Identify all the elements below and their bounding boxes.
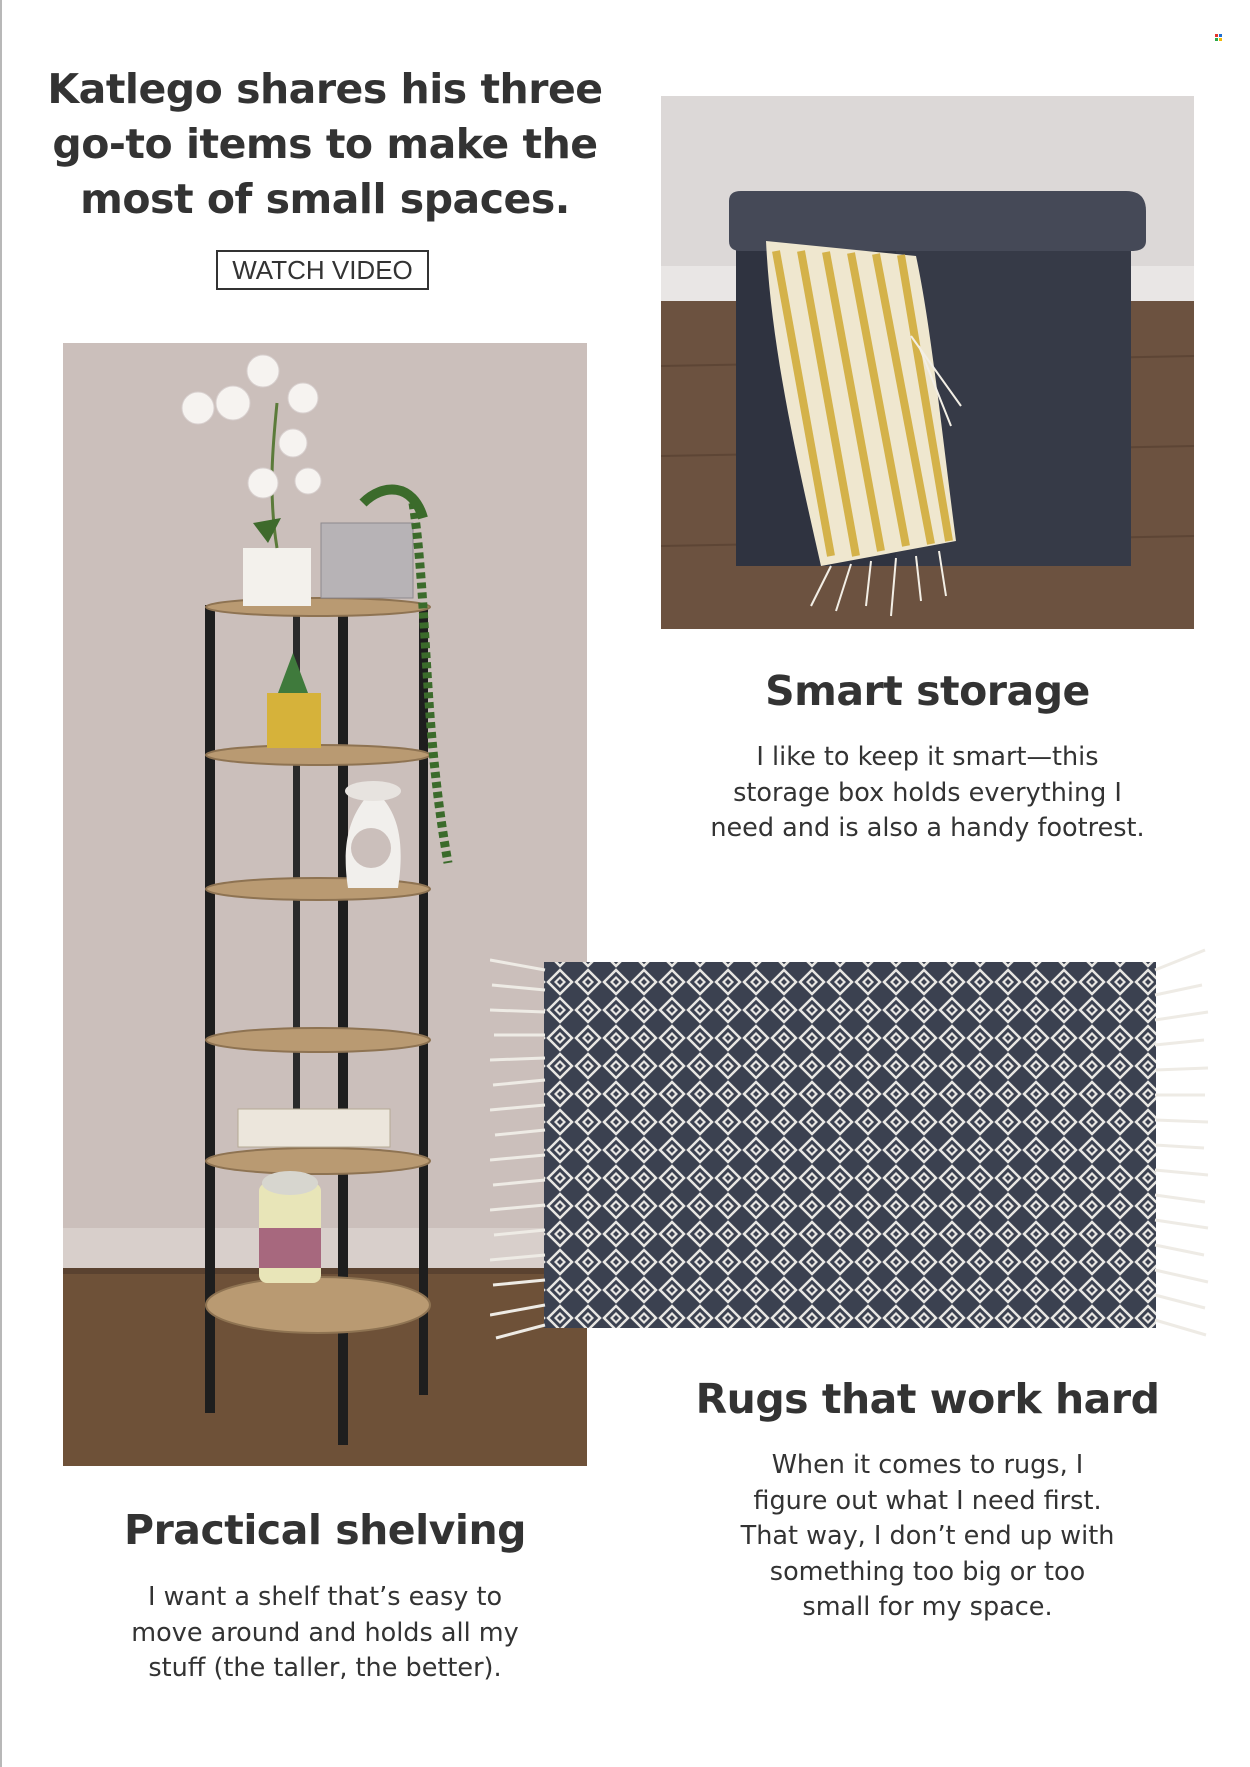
body-line: I want a shelf that’s easy to — [147, 1582, 503, 1612]
watch-video-button[interactable]: WATCH VIDEO — [216, 250, 429, 290]
page-left-rule — [0, 0, 2, 1767]
body-line: I like to keep it smart—this — [756, 742, 1099, 772]
body-line: something too big or too — [769, 1556, 1086, 1587]
body-line: storage box holds everything I — [733, 777, 1122, 808]
body-line: That way, I don’t end up with — [740, 1521, 1115, 1551]
storage-ottoman-photo — [661, 96, 1194, 629]
corner-color-mark — [1215, 34, 1225, 42]
practical-shelving-title: Practical shelving — [124, 1506, 526, 1554]
body-line: When it comes to rugs, I — [771, 1450, 1084, 1480]
body-line: stuff (the taller, the better). — [148, 1653, 502, 1683]
body-line: small for my space. — [802, 1592, 1053, 1622]
practical-shelving-body — [40, 1580, 610, 1687]
body-line: move around and holds all my — [131, 1617, 519, 1648]
headline-line: go-to items to make the — [52, 120, 598, 168]
smart-storage-body — [661, 740, 1194, 847]
smart-storage-title: Smart storage — [765, 667, 1090, 715]
body-line: need and is also a handy footrest. — [710, 813, 1145, 843]
page-headline — [40, 62, 610, 227]
headline-line: most of small spaces. — [80, 175, 570, 223]
headline-line: Katlego shares his three — [47, 65, 603, 113]
rugs-body — [640, 1448, 1215, 1626]
rugs-title: Rugs that work hard — [695, 1375, 1160, 1423]
rug-photo — [490, 940, 1210, 1350]
body-line: figure out what I need first. — [753, 1485, 1102, 1516]
